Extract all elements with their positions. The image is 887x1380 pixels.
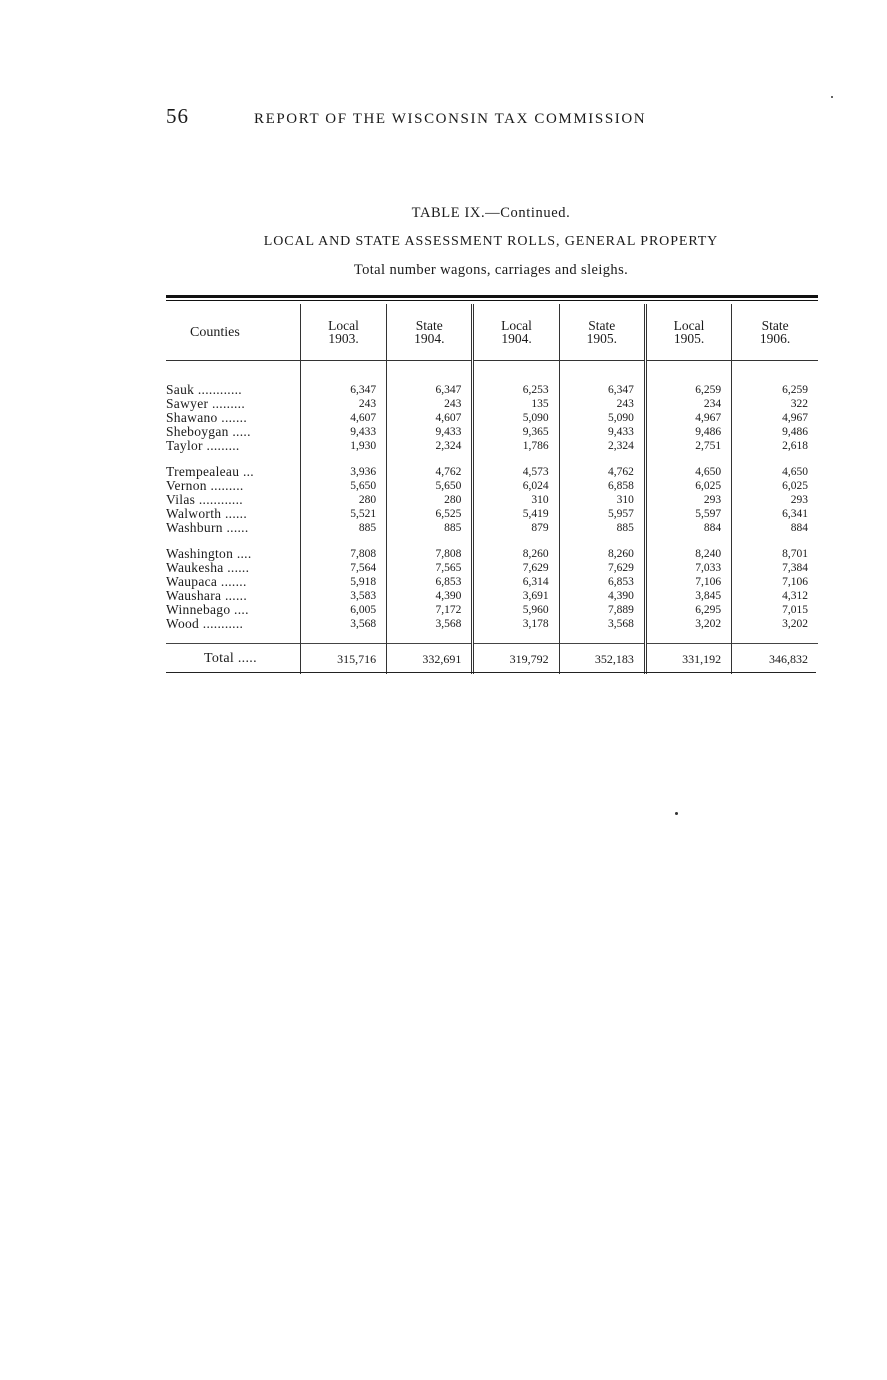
col-header-year: 1903. — [328, 331, 359, 346]
value-cell: 879 — [473, 521, 559, 535]
value-cell: 6,341 — [732, 507, 818, 521]
value-cell: 5,957 — [559, 507, 645, 521]
table-row — [166, 411, 818, 425]
value-cell: 243 — [559, 397, 645, 411]
value-cell: 6,853 — [559, 575, 645, 589]
value-cell: 4,967 — [645, 411, 731, 425]
value-cell — [559, 631, 645, 644]
county-name: Total ..... — [166, 644, 300, 675]
value-cell: 6,853 — [387, 575, 473, 589]
value-cell: 6,259 — [645, 383, 731, 397]
value-cell: 4,573 — [473, 465, 559, 479]
county-name: Taylor ......... — [166, 438, 240, 453]
table-row — [166, 397, 818, 411]
col-header-local-1903 — [300, 304, 386, 361]
col-header-label: Local — [328, 318, 359, 333]
value-cell — [387, 453, 473, 465]
value-cell: 3,568 — [387, 617, 473, 631]
table-title: TABLE IX.—Continued. — [411, 205, 571, 221]
value-cell: 5,597 — [645, 507, 731, 521]
county-name: Vernon ......... — [166, 478, 244, 493]
value-cell: 293 — [645, 493, 731, 507]
page-number: 56 — [166, 104, 189, 128]
value-cell — [473, 535, 559, 547]
value-cell: 6,858 — [559, 479, 645, 493]
col-header-state-1905 — [559, 304, 645, 361]
table-row — [166, 617, 818, 631]
value-cell: 332,691 — [387, 644, 473, 675]
table-row — [166, 575, 818, 589]
value-cell: 7,106 — [732, 575, 818, 589]
value-cell: 8,240 — [645, 547, 731, 561]
value-cell: 2,618 — [732, 439, 818, 453]
value-cell: 5,419 — [473, 507, 559, 521]
county-name: Winnebago .... — [166, 602, 249, 617]
value-cell — [559, 361, 645, 384]
county-name: Waukesha ...... — [166, 560, 250, 575]
col-header-local-1904 — [473, 304, 559, 361]
table-heading: LOCAL AND STATE ASSESSMENT ROLLS, GENERAL PROPERTY — [263, 234, 719, 249]
spacer-row — [166, 631, 818, 644]
value-cell: 2,324 — [559, 439, 645, 453]
table-row — [166, 383, 818, 397]
table-row — [166, 507, 818, 521]
value-cell: 7,015 — [732, 603, 818, 617]
value-cell: 6,025 — [732, 479, 818, 493]
value-cell — [732, 631, 818, 644]
county-name: Washington .... — [166, 546, 252, 561]
value-cell: 9,433 — [559, 425, 645, 439]
value-cell — [473, 631, 559, 644]
col-header-label: State — [415, 318, 443, 333]
value-cell: 9,433 — [300, 425, 386, 439]
table-row — [166, 465, 818, 479]
value-cell: 8,260 — [559, 547, 645, 561]
value-cell: 4,650 — [645, 465, 731, 479]
value-cell: 5,918 — [300, 575, 386, 589]
county-name: Waushara ...... — [166, 588, 248, 603]
county-name — [166, 361, 300, 384]
value-cell: 6,347 — [300, 383, 386, 397]
county-name: Walworth ...... — [166, 506, 248, 521]
value-cell — [645, 453, 731, 465]
value-cell: 243 — [387, 397, 473, 411]
value-cell: 8,260 — [473, 547, 559, 561]
county-name: Sawyer ......... — [166, 396, 246, 411]
value-cell — [559, 535, 645, 547]
value-cell: 3,936 — [300, 465, 386, 479]
value-cell: 6,005 — [300, 603, 386, 617]
spacer-row — [166, 453, 818, 465]
value-cell — [473, 361, 559, 384]
value-cell — [559, 453, 645, 465]
value-cell: 7,106 — [645, 575, 731, 589]
col-header-label: Local — [673, 318, 705, 333]
value-cell: 6,525 — [387, 507, 473, 521]
value-cell — [300, 535, 386, 547]
col-header-year: 1904. — [414, 331, 445, 346]
value-cell: 6,024 — [473, 479, 559, 493]
value-cell — [732, 361, 818, 384]
value-cell: 135 — [473, 397, 559, 411]
total-row — [166, 644, 818, 675]
value-cell — [645, 631, 731, 644]
value-cell: 3,202 — [645, 617, 731, 631]
county-name: Wood ........... — [166, 616, 244, 631]
col-header-label: State — [761, 318, 789, 333]
county-name: Waupaca ....... — [166, 574, 247, 589]
value-cell — [387, 535, 473, 547]
value-cell — [300, 453, 386, 465]
value-cell: 885 — [559, 521, 645, 535]
value-cell: 884 — [645, 521, 731, 535]
value-cell — [732, 535, 818, 547]
value-cell: 4,312 — [732, 589, 818, 603]
value-cell: 346,832 — [732, 644, 818, 675]
table-row — [166, 561, 818, 575]
value-cell: 5,960 — [473, 603, 559, 617]
value-cell: 4,607 — [300, 411, 386, 425]
col-header-counties: Counties — [166, 304, 300, 361]
col-header-year: 1905. — [673, 331, 705, 346]
value-cell: 6,253 — [473, 383, 559, 397]
value-cell: 7,889 — [559, 603, 645, 617]
value-cell — [732, 453, 818, 465]
value-cell: 280 — [300, 493, 386, 507]
bottom-rule — [166, 672, 816, 673]
table-row — [166, 493, 818, 507]
value-cell — [645, 361, 731, 384]
value-cell: 280 — [387, 493, 473, 507]
value-cell: 9,433 — [387, 425, 473, 439]
value-cell: 322 — [732, 397, 818, 411]
col-header-label: Local — [501, 318, 532, 333]
value-cell: 293 — [732, 493, 818, 507]
value-cell: 9,365 — [473, 425, 559, 439]
value-cell: 315,716 — [300, 644, 386, 675]
county-name — [166, 631, 300, 644]
running-head: REPORT OF THE WISCONSIN TAX COMMISSION — [254, 111, 647, 127]
value-cell: 7,384 — [732, 561, 818, 575]
col-header-year: 1904. — [501, 331, 532, 346]
county-name: Sauk ............ — [166, 382, 242, 397]
table-row — [166, 603, 818, 617]
col-header-label: State — [588, 318, 616, 333]
col-header-year: 1905. — [586, 331, 617, 346]
table-row — [166, 589, 818, 603]
county-name: Shawano ....... — [166, 410, 247, 425]
value-cell: 331,192 — [645, 644, 731, 675]
county-name: Trempealeau ... — [166, 464, 254, 479]
value-cell: 7,033 — [645, 561, 731, 575]
value-cell — [300, 631, 386, 644]
value-cell: 3,568 — [300, 617, 386, 631]
table-header-row — [166, 304, 818, 361]
table-body — [166, 361, 818, 675]
value-cell: 3,178 — [473, 617, 559, 631]
value-cell: 4,607 — [387, 411, 473, 425]
scan-speck — [675, 812, 678, 815]
top-rule — [166, 295, 818, 301]
value-cell — [645, 535, 731, 547]
value-cell: 5,090 — [559, 411, 645, 425]
value-cell: 6,347 — [559, 383, 645, 397]
value-cell: 4,650 — [732, 465, 818, 479]
col-header-year: 1906. — [759, 331, 791, 346]
table-row — [166, 425, 818, 439]
value-cell: 243 — [300, 397, 386, 411]
table-row — [166, 547, 818, 561]
county-name: Vilas ............ — [166, 492, 243, 507]
table-subtitle: Total number wagons, carriages and sleighs. — [353, 262, 629, 278]
value-cell: 7,629 — [559, 561, 645, 575]
value-cell: 352,183 — [559, 644, 645, 675]
value-cell: 3,845 — [645, 589, 731, 603]
scan-speck — [831, 96, 833, 98]
value-cell: 7,564 — [300, 561, 386, 575]
value-cell — [387, 361, 473, 384]
value-cell: 3,568 — [559, 617, 645, 631]
value-cell — [300, 361, 386, 384]
value-cell: 5,521 — [300, 507, 386, 521]
value-cell: 234 — [645, 397, 731, 411]
value-cell: 310 — [559, 493, 645, 507]
value-cell: 885 — [300, 521, 386, 535]
value-cell: 7,629 — [473, 561, 559, 575]
value-cell: 7,808 — [387, 547, 473, 561]
col-header-state-1906 — [732, 304, 818, 361]
value-cell — [473, 453, 559, 465]
spacer-row — [166, 535, 818, 547]
value-cell — [387, 631, 473, 644]
value-cell: 9,486 — [645, 425, 731, 439]
spacer-row — [166, 361, 818, 384]
col-header-state-1904 — [387, 304, 473, 361]
value-cell: 3,691 — [473, 589, 559, 603]
county-name: Washburn ...... — [166, 520, 249, 535]
value-cell: 3,202 — [732, 617, 818, 631]
assessment-table — [166, 304, 818, 674]
value-cell: 1,786 — [473, 439, 559, 453]
value-cell: 3,583 — [300, 589, 386, 603]
value-cell: 4,967 — [732, 411, 818, 425]
col-header-local-1905 — [645, 304, 731, 361]
value-cell: 5,650 — [387, 479, 473, 493]
value-cell: 884 — [732, 521, 818, 535]
value-cell: 7,172 — [387, 603, 473, 617]
value-cell: 9,486 — [732, 425, 818, 439]
value-cell: 4,762 — [559, 465, 645, 479]
value-cell: 6,347 — [387, 383, 473, 397]
value-cell: 7,808 — [300, 547, 386, 561]
value-cell: 319,792 — [473, 644, 559, 675]
value-cell: 1,930 — [300, 439, 386, 453]
value-cell: 4,762 — [387, 465, 473, 479]
value-cell: 8,701 — [732, 547, 818, 561]
value-cell: 7,565 — [387, 561, 473, 575]
value-cell: 6,259 — [732, 383, 818, 397]
value-cell: 5,650 — [300, 479, 386, 493]
value-cell: 885 — [387, 521, 473, 535]
table-row — [166, 479, 818, 493]
value-cell: 6,295 — [645, 603, 731, 617]
table-row — [166, 521, 818, 535]
value-cell: 310 — [473, 493, 559, 507]
value-cell: 2,751 — [645, 439, 731, 453]
value-cell: 2,324 — [387, 439, 473, 453]
table-row — [166, 439, 818, 453]
value-cell: 4,390 — [387, 589, 473, 603]
value-cell: 5,090 — [473, 411, 559, 425]
value-cell: 6,314 — [473, 575, 559, 589]
value-cell: 4,390 — [559, 589, 645, 603]
page-header — [166, 104, 732, 129]
county-name: Sheboygan ..... — [166, 424, 251, 439]
value-cell: 6,025 — [645, 479, 731, 493]
